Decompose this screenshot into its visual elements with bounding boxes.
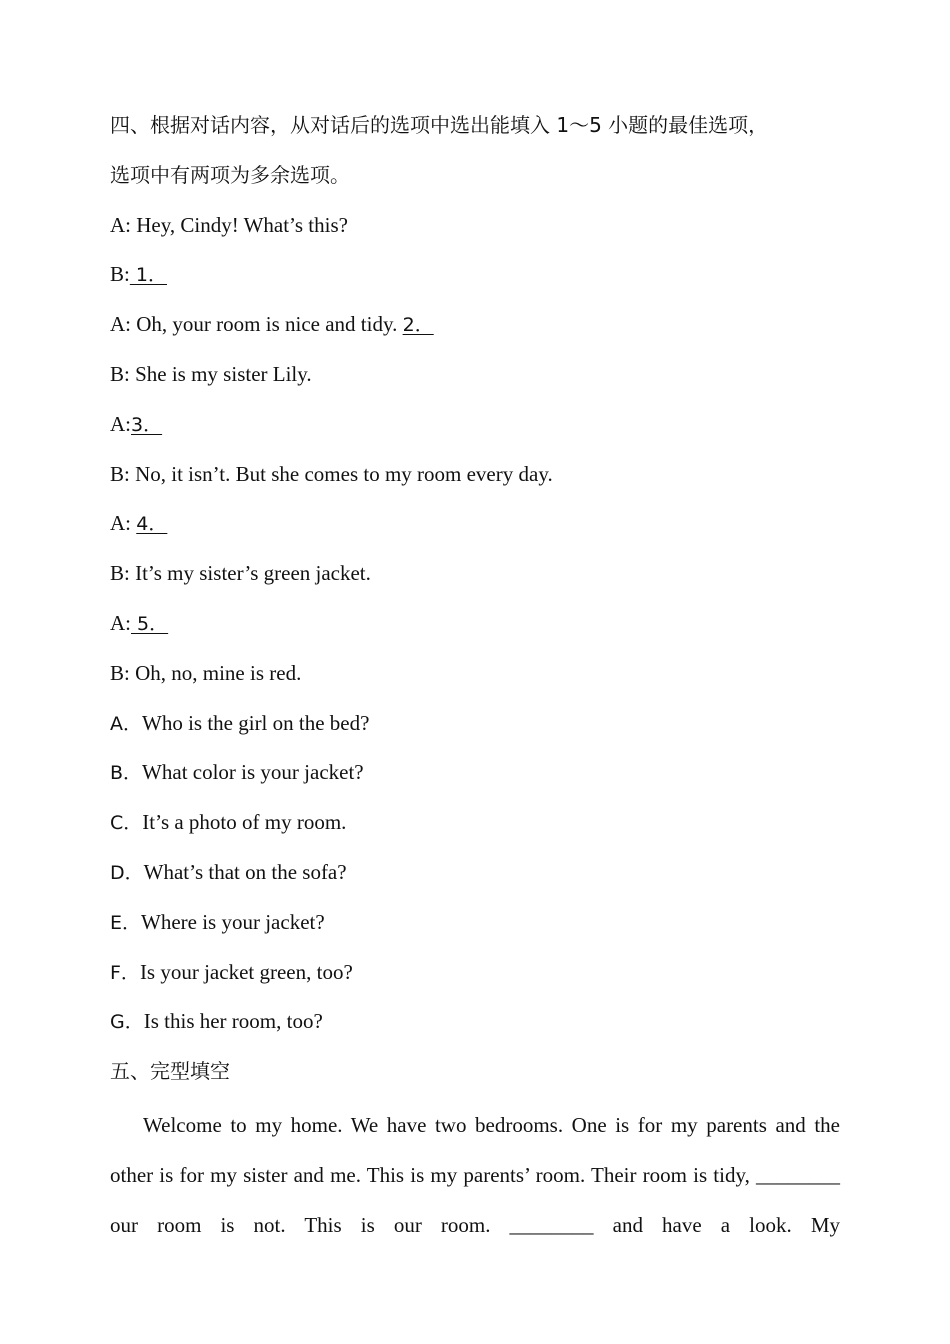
document-page <box>110 105 840 1250</box>
answer-blank-4[interactable]: 4． <box>136 513 168 536</box>
dialogue-line <box>110 205 840 255</box>
dialogue-line <box>110 354 840 404</box>
option-letter: C． <box>110 812 143 835</box>
option-letter: F． <box>110 961 140 984</box>
option-item <box>110 952 840 1002</box>
speaker: A: <box>110 411 131 436</box>
speaker: B: <box>110 461 130 486</box>
option-letter: D． <box>110 861 144 884</box>
option-text: What color is your jacket? <box>142 760 364 785</box>
speaker: B: <box>110 262 130 287</box>
speaker: B: <box>110 561 130 586</box>
option-item <box>110 703 840 753</box>
speaker: A: <box>110 511 131 536</box>
dialogue-line <box>110 653 840 703</box>
dialogue-line <box>110 553 840 603</box>
dialogue-line <box>110 454 840 504</box>
speaker: B: <box>110 660 130 685</box>
option-text: Who is the girl on the bed? <box>142 710 370 735</box>
cloze-passage <box>110 1101 840 1250</box>
option-item <box>110 752 840 802</box>
dialogue-text: It’s my sister’s green jacket. <box>129 561 371 586</box>
answer-blank-5[interactable]: 5． <box>131 612 169 635</box>
option-item <box>110 1001 840 1051</box>
dialogue-line <box>110 404 840 454</box>
cloze-paragraph: Welcome to my home. We have two bedrooms. One is for my parents and the other is for my sister and me. This is my parents’ room. Their room is tidy, ________ our room is not. This is our room. ________ and have a look. My <box>110 1112 840 1237</box>
dialogue-text: Oh, no, mine is red. <box>129 660 302 685</box>
section-4-instruction-line-1: 四、根据对话内容，从对话后的选项中选出能填入 1～5 小题的最佳选项， <box>110 113 769 137</box>
answer-blank-2[interactable]: 2． <box>402 314 434 337</box>
dialogue <box>110 205 840 703</box>
option-letter: G． <box>110 1011 144 1034</box>
dialogue-text: Oh, your room is nice and tidy. <box>131 312 403 337</box>
dialogue-line <box>110 254 840 304</box>
option-text: Is this her room, too? <box>143 1009 323 1034</box>
dialogue-text: She is my sister Lily. <box>129 361 312 386</box>
speaker: A: <box>110 312 131 337</box>
option-text: It’s a photo of my room. <box>142 810 347 835</box>
option-text: Where is your jacket? <box>141 909 325 934</box>
option-text: Is your jacket green, too? <box>139 959 353 984</box>
option-letter: A． <box>110 712 142 735</box>
option-item <box>110 852 840 902</box>
dialogue-text: No, it isn’t. But she comes to my room every day. <box>129 461 553 486</box>
speaker: A: <box>110 610 131 635</box>
dialogue-line <box>110 603 840 653</box>
answer-blank-3[interactable]: 3． <box>131 413 163 436</box>
options-list <box>110 703 840 1052</box>
option-text: What’s that on the sofa? <box>143 859 347 884</box>
option-letter: B． <box>110 762 143 785</box>
answer-blank-1[interactable]: 1． <box>129 264 167 287</box>
speaker: B: <box>110 361 130 386</box>
dialogue-line <box>110 503 840 553</box>
option-item <box>110 802 840 852</box>
dialogue-text: Hey, Cindy! What’s this? <box>131 212 348 237</box>
option-letter: E． <box>110 911 142 934</box>
section-5-title: 五、完型填空 <box>110 1059 230 1084</box>
speaker: A: <box>110 212 131 237</box>
option-item <box>110 902 840 952</box>
section-4-instruction-line-2: 选项中有两项为多余选项。 <box>110 162 350 187</box>
dialogue-line <box>110 304 840 354</box>
